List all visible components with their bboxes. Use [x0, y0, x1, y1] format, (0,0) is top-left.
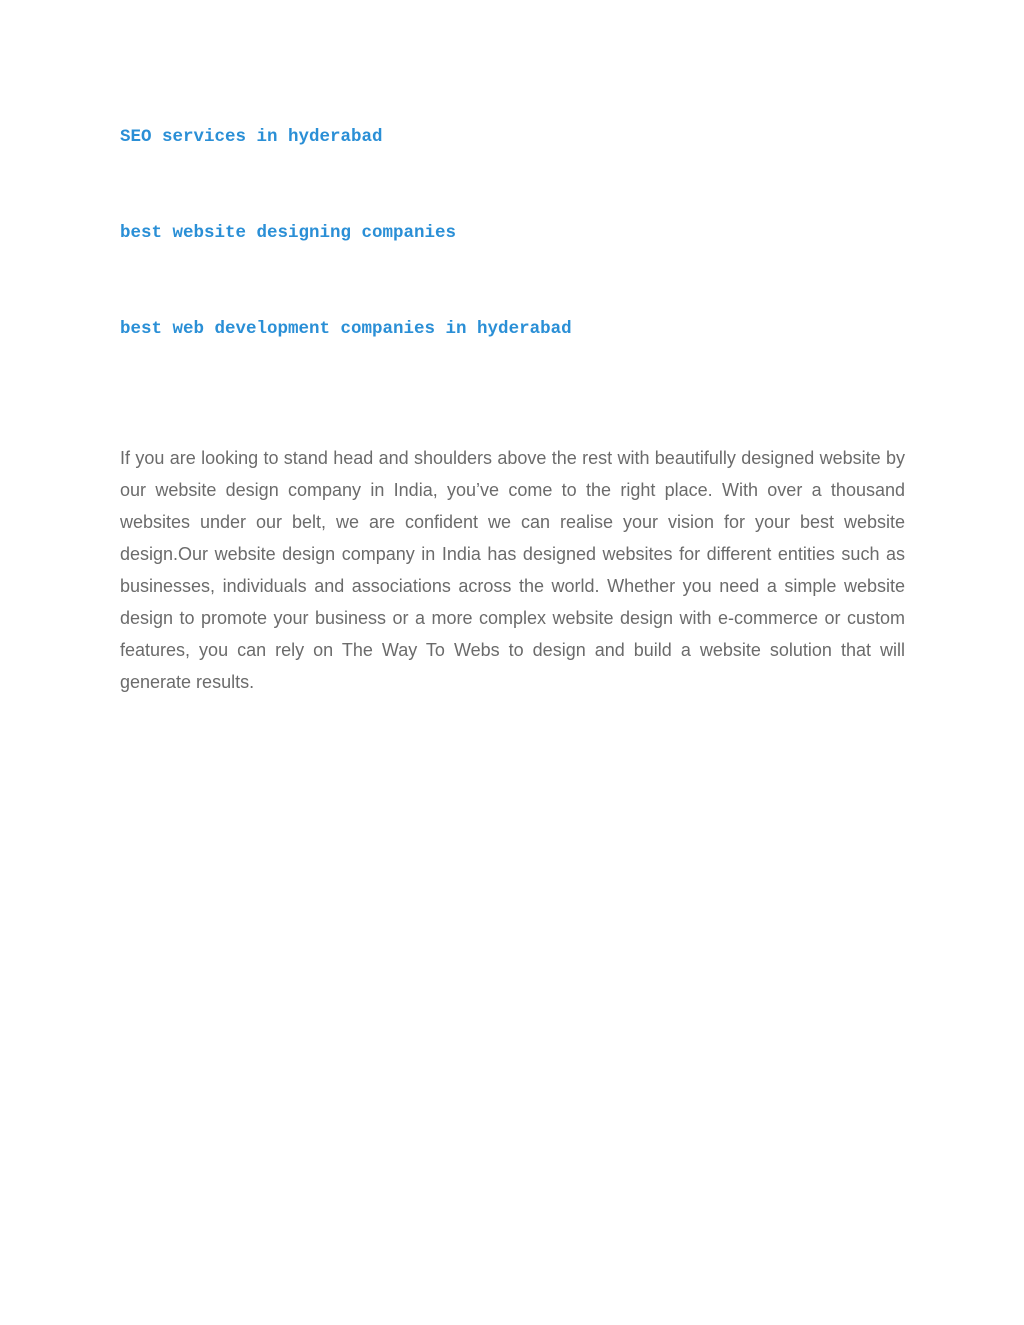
body-paragraph: If you are looking to stand head and shoulders above the rest with beautifully designed website by our website design company in India, you’ve come to the right place. With over a thousand websites under our belt, we are confident we can realise your vision for your best website design.Our website design company in India has designed websites for different entities such as businesses, individuals and associations across the world. Whether you need a simple website design to promote your business or a more complex website design with e-commerce or custom features, you can rely on The Way To Webs to design and build a website solution that will generate results. — [120, 448, 905, 692]
web-development-companies-link[interactable]: best web development companies in hyderabad — [120, 319, 572, 339]
seo-services-link[interactable]: SEO services in hyderabad — [120, 127, 383, 147]
website-designing-companies-link[interactable]: best website designing companies — [120, 223, 457, 243]
